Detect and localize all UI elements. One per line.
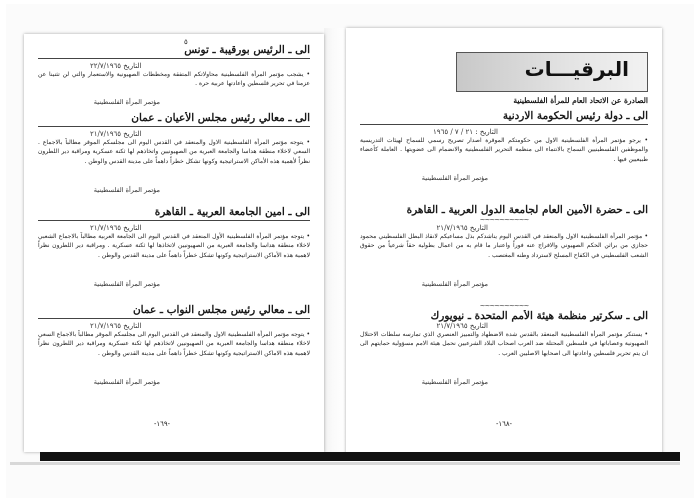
telegram-date: التاريخ ٢١/٧/١٩٦٥ [90, 130, 142, 138]
wavy-divider: ~~~~~~~~~~ [479, 302, 529, 310]
telegram-heading: الى ـ حضرة الأمين العام لجامعة الدول العربية ـ القاهرة [406, 204, 648, 216]
telegram-signature: مؤتمر المرأة الفلسطينية [93, 98, 160, 106]
telegram-body: • يشجب مؤتمر المرأة الفلسطينية محاولاتكم المتفقة ومخططات الصهيونية والاستعمار والتي لن تثنينا عن عزمنا في تحرير فلسطين واعادتها عربية حرة . [38, 71, 310, 88]
telegram-date: التاريخ : ٢١ / ٧ / ١٩٦٥ [433, 128, 498, 136]
telegram-un-secretary [360, 302, 648, 386]
telegram-signature: مؤتمر المرأة الفلسطينية [93, 186, 160, 194]
telegram-heading: الى ـ سكرتير منظمة هيئة الأمم المتحدة ـ نيويورك [430, 310, 648, 322]
wavy-divider: ~~~~~~~~~~ [479, 216, 529, 224]
gutter-shadow [324, 28, 346, 458]
telegram-arab-league [38, 206, 310, 288]
telegram-heading: الى ـ الرئيس بورقيبة ـ تونس [184, 44, 310, 56]
telegram-signature: مؤتمر المرأة الفلسطينية [421, 174, 488, 182]
page-title: البرقيـــات [524, 57, 629, 81]
divider [360, 124, 648, 125]
telegram-date: التاريخ ٢١/٧/١٩٦٥ [436, 322, 488, 330]
divider [38, 220, 310, 221]
divider [38, 318, 310, 319]
telegram-heading: الى ـ معالي رئيس مجلس النواب ـ عمان [132, 304, 310, 316]
telegram-signature: مؤتمر المرأة الفلسطينية [93, 280, 160, 288]
top-mark: ٥ [184, 38, 188, 46]
telegram-signature: مؤتمر المرأة الفلسطينية [421, 280, 488, 288]
issuer-line: الصادرة عن الاتحاد العام للمرأة الفلسطينية [513, 96, 648, 105]
page-169 [24, 34, 324, 452]
scan-bottom-edge [10, 462, 680, 465]
telegram-body: • يتوجه مؤتمر المرأة الفلسطينية الاول والمنعقد في القدس اليوم الى مجلسكم الموقر مطالباً بالاجماع السعي لاخلاء منطقة هداسا والجامعة العبرية من الصهيونيين لاتخاذهم لها ثكنة عسكرية ومراقبة دير اللطرون نظراً لاهمية هذه الاماكن الاستراتيجية وكونها تشكل خطراً داهماً على مدينة القدس والوطن . [38, 331, 310, 357]
telegram-tunisia [38, 44, 310, 106]
page-number: -١٦٩- [154, 420, 171, 428]
telegram-signature: مؤتمر المرأة الفلسطينية [421, 378, 488, 386]
telegram-senate [38, 112, 310, 194]
page-number: -١٦٨- [496, 420, 513, 428]
telegram-date: التاريخ ٢١/٧/١٩٦٥ [90, 224, 142, 232]
telegram-body: • يستنكر مؤتمر المرأة الفلسطينية المنعقد بالقدس شدة الاضطهاد والتمييز العنصري الذي تمارسه سلطات الاحتلال الصهيونية وعصاباتها في فلسطين المحتلة ضد العرب اصحاب البلاد الشرعيين نحمل هيئة الامم مسؤولية حمايتهم الى ان يتم تحرير فلسطين واعادتها الى اصحابها الاصليين العرب . [360, 331, 648, 357]
telegram-date: التاريخ ٢٢/٧/١٩٦٥ [90, 62, 142, 70]
telegram-body: • يتوجه مؤتمر المرأة الفلسطينية الاول والمنعقد في القدس اليوم الى مجلسكم الموقر مطالباً بالاجماع . السعي لاخلاء منطقة هداسا والجامعة العبرية من الصهيونيين واتخاذهم لها ثكنة عسكرية ومراقبة دير اللطرون نظراً لأهمية هذه الأماكن الاستراتيجية وكونها تشكل خطراً داهماً على مدينة القدس والوطن . [38, 139, 310, 165]
telegram-heading: الى ـ دولة رئيس الحكومة الاردنية [502, 110, 648, 122]
telegram-date: التاريخ ٢١/٧/١٩٦٥ [436, 224, 488, 232]
telegram-heading: الى ـ امين الجامعة العربية ـ القاهرة [154, 206, 310, 218]
divider [38, 126, 310, 127]
telegram-date: التاريخ ٢١/٧/١٩٦٥ [90, 322, 142, 330]
divider [38, 58, 310, 59]
telegram-signature: مؤتمر المرأة الفلسطينية [93, 378, 160, 386]
telegram-body: • يرجو مؤتمر المرأة الفلسطينية الاول من حكومتكم الموقرة اصدار تصريح رسمي للسماح لهيئات التدريسية والموظفين الفلسطينيين السماح بالانتماء الى منظمة التحرير الفلسطينية والانضمام الى عضويتها . العاملة كأعضاء طبيعيين فيها . [360, 137, 648, 163]
telegram-parliament [38, 304, 310, 386]
telegram-jordan-government [360, 110, 648, 182]
telegram-body: • يتوجه مؤتمر المرأة الفلسطينية الأول المنعقد في القدس اليوم الى الجامعة العربية مطالباً بالاجماع الشعبي لاخلاء منطقة هداسا والجامعة العبرية من الصهيونيين لاتخاذها لها ثكنة عسكرية . ومراقبة دير اللطرون نظراً لاهمية هذه الأماكن الاستراتيجية وكونها تشكل خطراً داهماً على مدينة القدس والوطن . [38, 233, 310, 259]
page-168 [346, 28, 662, 454]
telegram-arab-league-secretary [360, 204, 648, 288]
telegram-heading: الى ـ معالي رئيس مجلس الأعيان ـ عمان [131, 112, 310, 124]
scan-bottom-bar [40, 452, 680, 461]
telegram-body: • مؤتمر المرأة الفلسطينية الاول والمنعقد في القدس اليوم يناشدكم بذل مساعيكم لانقاذ البطل الفلسطيني محمود حجازي من براثن الحكم الصهيوني والافراج عنه فوراً واعتبار ما قام به من اعمال بطولية حقاً شرعياً من حقوق الشعب الفلسطيني في الكفاح المسلح لاسترداد وطنه المغتصب . [360, 233, 648, 259]
